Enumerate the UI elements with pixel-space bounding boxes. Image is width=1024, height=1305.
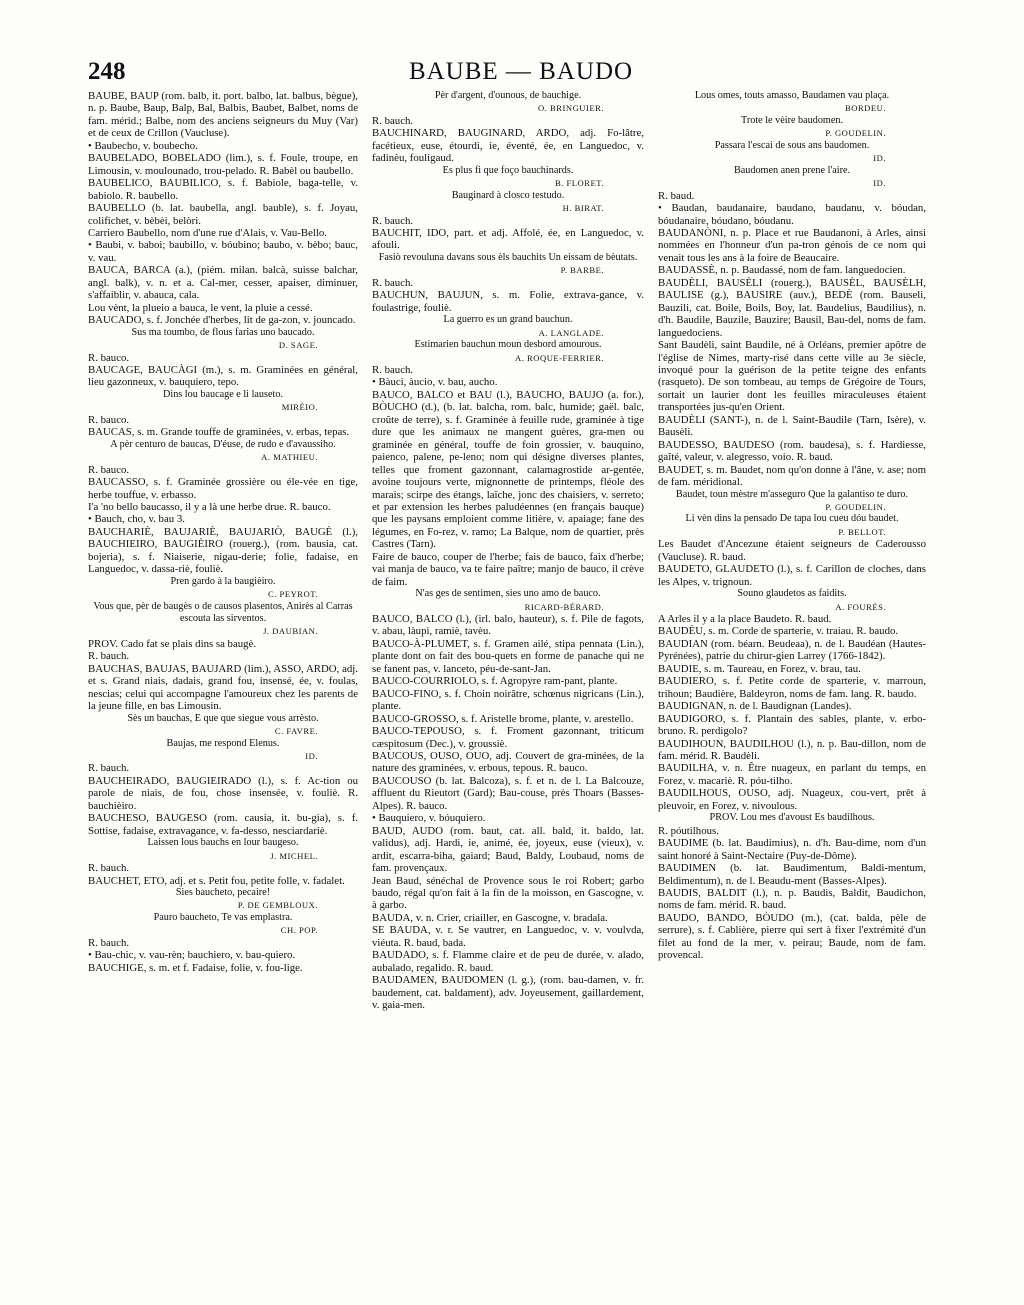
quotation-author: B. FLORET. [554, 178, 604, 189]
quotation-author: ID. [873, 178, 886, 189]
dictionary-entry: BAUCHINARD, BAUGINARD, ARDO, adj. Fo-lâtre, facétieux, euse, étourdi, ie, éventé, ée, en Languedoc, v. fadinèu, fouligaud. [372, 127, 644, 165]
dictionary-entry: BAUDIME (b. lat. Baudimius), n. d'h. Bau-dime, nom d'un saint honoré à Saint-Nectaire (Puy-de-Dôme). [658, 837, 926, 862]
quotation-author: CH. POP. [280, 925, 318, 936]
dictionary-entry: BAUCOUS, OUSO, OUO, adj. Couvert de gra-minées, de la nature des graminées, v. erbous, tepous. R. bauco. [372, 750, 644, 775]
dictionary-entry: BAUDET, s. m. Baudet, nom qu'on donne à l'âne, v. ase; nom de fam. méridional. [658, 463, 926, 489]
dictionary-entry: Carriero Baubello, nom d'une rue d'Alais, v. Vau-Bello. [88, 226, 327, 239]
dictionary-entry: I'a 'no bello baucasso, il y a là une herbe drue. R. bauco. [88, 500, 331, 513]
page-number: 248 [88, 58, 126, 85]
dictionary-entry: • Bauch, cho, v. bau 3. [88, 513, 185, 526]
dictionary-entry: BAUCA, BARCA (a.), (piém. milan. balcà, suisse balchar, angl. balk), v. n. et a. Cal-mer, cesser, apaiser, diminuer, s'affaiblir, v. abauca, cala. [88, 264, 358, 302]
dictionary-entry: BAUDILHOUS, OUSO, adj. Nuageux, cou-vert, prêt à pleuvoir, en Forez, v. nivoulous. [658, 787, 926, 812]
quotation-author: J. DAUBIAN. [263, 626, 318, 637]
etymology-ref: R. bauch. [88, 650, 130, 663]
quotation-author: BORDEU. [845, 103, 886, 114]
quotation-author: A. MATHIEU. [261, 452, 318, 463]
quotation-line: Sès un bauchas, E que que siegue vous arrèsto. [127, 712, 319, 724]
column-left [88, 90, 358, 1290]
quotation-author: P. BARBE. [560, 265, 604, 276]
quotation-line: Sies baucheto, pecaire! [175, 887, 271, 898]
quotation-line: Pèr d'argent, d'ounous, de bauchige. [434, 90, 582, 101]
dictionary-entry: BAUDANÒNI, n. p. Place et rue Baudanoni, à Arles, ainsi nommées en l'honneur d'un pa-tron génois de ce nom qui venait tous les ans à la foire de Beaucaire. [658, 226, 926, 264]
dictionary-entry: BAUDADO, s. f. Flamme claire et de peu de durée, v. alado, aubalado, regalido. R. baud. [372, 949, 644, 974]
dictionary-entry: BAUCO-COURRIOLO, s. f. Agropyre ram-pant, plante. [372, 675, 618, 688]
quotation-author: C. FAVRE. [274, 726, 318, 737]
quotation-author: ID. [305, 751, 318, 762]
quotation-author: P. GOUDELIN. [825, 501, 886, 512]
dictionary-entry: BAUDIMEN (b. lat. Baudimentum, Baldi-mentum, Beldimentum), n. de l. Beaudu-ment (Basses-Alpes). [658, 862, 926, 887]
quotation-author: MIRÈIO. [281, 402, 318, 413]
dictionary-entry: BAUDIE, s. m. Taureau, en Forez, v. brau, tau. [658, 662, 861, 675]
dictionary-entry: BAUDA, v. n. Crier, criailler, en Gascogne, v. bradala. [372, 911, 608, 924]
dictionary-entry: BAUDO, BANDO, BÒUDO (m.), (cat. balda, pèle de serrure), s. f. Cablière, pierre qui sert à fixer l'extrémité d'un filet au fond de la mer, v. peirau; Baude, nom de fam. provencal. [658, 911, 926, 962]
dictionary-entry: BAUCHARIÈ, BAUJARIÈ, BAUJARIÒ, BAUGÈ (l.), BAUCHIEIRO, BAUGIÈIRO (rouerg.), (rom. bausia, cat. bojeria), s. f. Niaiserie, nigau-derie; folie, fadaise, en Languedoc, v. dassa-riè, fouliè. [88, 525, 358, 576]
dictionary-entry: BAUCHEIRADO, BAUGIEIRADO (l.), s. f. Ac-tion ou parole de niais, de fou, chose insensée, v. fouliè. R. bauchièiro. [88, 774, 358, 812]
dictionary-entry: BAUCAGE, BAUCÀGI (m.), s. m. Graminées en général, lieu gazonneux, v. bauquiero, tepo. [88, 363, 358, 389]
dictionary-entry: BAUCHIGE, s. m. et f. Fadaise, folie, v. fou-lige. [88, 961, 303, 974]
etymology-ref: R. bauch. [88, 762, 130, 775]
dictionary-entry: A Arles il y a la place Baudeto. R. baud. [658, 613, 832, 626]
dictionary-entry: BAUDASSÈ, n. p. Baudassé, nom de fam. languedocien. [658, 264, 906, 277]
quotation-line: Sus ma toumbo, de flous farias uno baucado. [131, 326, 315, 338]
dictionary-entry: BAUDÈLI, BAUSÈLI (rouerg.), BAUSÈL, BAUSÈLH, BAULISE (g.), BAUSIRE (auv.), BEDÈ (rom. Bauseli, Bauzili, cat. Boile, Boils, Boy, lat. Baudelius, Baudilius), n. d'h. Baudile, Bauzile, Bauzire; Bausil, Bau-del, noms de fam. languedociens. [658, 276, 926, 339]
quotation-line: Baudomen anen prene l'aire. [733, 164, 851, 176]
quotation-author: D. SAGE. [278, 340, 318, 351]
dictionary-entry: BAUD, AUDO (rom. baut, cat. all. bald, it. baldo, lat. validus), adj. Hardi, ie, animé, ée, joyeux, euse (vieux), v. ardit, escarra-biha, gaiard; Baud, Baldy, Loubaud, noms de fam. provençaux. [372, 824, 644, 875]
dictionary-entry: BAUDIS, BALDIT (l.), n. p. Baudis, Baldit, Baudichon, noms de fam. mérid. R. baud. [658, 887, 926, 912]
quotation-author: H. BIRAT. [562, 203, 604, 214]
column-right [658, 90, 926, 1290]
etymology-ref: R. baud. [658, 189, 695, 202]
quotation-author: A. ROQUE-FERRIER. [515, 352, 604, 363]
quotation-line: Pren gardo à la baugièiro. [170, 575, 276, 587]
quotation-author: J. MICHEL. [270, 850, 318, 861]
dictionary-entry: BAUDIGORO, s. f. Plantain des sables, plante, v. erbo-bruno. R. perdigolo? [658, 712, 926, 738]
dictionary-entry: BAUCHUN, BAUJUN, s. m. Folie, extrava-gance, v. foulastrige, fouliè. [372, 289, 644, 314]
dictionary-entry: BAUBELADO, BOBELADO (lim.), s. f. Foule, troupe, en Limousin, v. moulounado, trou-pelado. R. Babèl ou baubello. [88, 152, 358, 177]
etymology-ref: R. bauco. [88, 463, 130, 476]
quotation-line: PROV. Lou mes d'avoust Es baudilhous. [709, 812, 875, 824]
etymology-ref: R. bauch. [372, 114, 414, 127]
dictionary-entry: BAUCAS, s. m. Grande touffe de graminées, v. erbas, tepas. [88, 426, 350, 439]
quotation-author: ID. [873, 153, 886, 164]
quotation-line: Vous que, pèr de baugès o de causos plasentos, Anirès al Carras escouta las sirventos. [93, 600, 353, 625]
dictionary-entry: • Baubi, v. baboi; baubillo, v. bóubino; baubo, v. bèbo; bauc, v. vau. [88, 239, 358, 264]
quotation-line: Bauginard à closco testudo. [451, 189, 565, 201]
dictionary-entry: BAUCOUSO (b. lat. Balcoza), s. f. et n. de l. La Balcouze, affluent du Rieutort (Gard); Bau-couse, près Thoars (Basses-Alpes). R. bauco. [372, 774, 644, 812]
quotation-line: Baudet, toun mèstre m'asseguro Que la galantiso te duro. [675, 488, 909, 500]
dictionary-entry: • Bau-chic, v. vau-rèn; bauchiero, v. bau-quiero. [88, 949, 296, 962]
dictionary-entry: BAUCO-FINO, s. f. Choin noirâtre, schœnus nigricans (Lin.), plante. [372, 687, 644, 713]
etymology-ref: R. bauch. [372, 276, 414, 289]
quotation-line: Laissen lous bauchs en lour baugeso. [147, 837, 299, 849]
quotation-author: C. PEYROT. [268, 589, 318, 600]
dictionary-entry: • Baudan, baudanaire, baudano, baudanu, v. bóudan, bóudanaire, bóudano, bóudanu. [658, 202, 926, 227]
dictionary-entry: BAUDILHA, v. n. Être nuageux, en parlant du temps, en Forez, v. macariè. R. póu-tilho. [658, 762, 926, 787]
dictionary-entry: BAUCADO, s. f. Jonchée d'herbes, lit de ga-zon, v. jouncado. [88, 314, 356, 327]
quotation-line: Dins lou baucage e li lauseto. [163, 388, 283, 400]
etymology-ref: R. bauch. [372, 214, 414, 227]
quotation-author: P. BELLOT. [838, 526, 886, 537]
dictionary-entry: BAUCO-GROSSO, s. f. Aristelle brome, plante, v. arestello. [372, 712, 634, 725]
dictionary-entry: BAUDIAN (rom. béarn. Beudeaa), n. de l. Baudéan (Hautes-Pyrénées), patrie du chirur-gien Larrey (1766-1842). [658, 637, 926, 663]
running-head: BAUBE — BAUDO [408, 58, 634, 85]
etymology-ref: R. bauco. [88, 413, 130, 426]
quotation-line: N'as ges de sentimen, sies uno amo de bauco. [415, 588, 601, 600]
quotation-author: A. LANGLADE. [538, 327, 604, 338]
quotation-line: Passara l'escai de sous ans baudomen. [714, 139, 870, 151]
dictionary-entry: PROV. Cado fat se plais dins sa baugè. [88, 637, 257, 650]
quotation-author: A. FOURÈS. [835, 601, 886, 612]
quotation-author: P. DE GEMBLOUX. [237, 900, 318, 911]
quotation-line: La guerro es un grand bauchun. [443, 314, 573, 326]
etymology-ref: R. póutilhous. [658, 824, 719, 837]
dictionary-entry: BAUDIHOUN, BAUDILHOU (l.), n. p. Bau-dillon, nom de fam. mérid. R. Baudèli. [658, 737, 926, 763]
dictionary-entry: BAUDÈLI (SANT-), n. de l. Saint-Baudile (Tarn, Isère), v. Bausèli. [658, 413, 926, 439]
dictionary-entry: BAUDIGNAN, n. de l. Baudignan (Landes). [658, 700, 852, 713]
etymology-ref: R. bauco. [88, 351, 130, 364]
page-header [88, 58, 954, 86]
etymology-ref: R. bauch. [372, 363, 414, 376]
quotation-line: A pèr centuro de baucas, D'éuse, de rudo e d'avaussiho. [110, 438, 336, 450]
quotation-line: Li vèn dins la pensado De tapa lou cueu dóu baudet. [685, 513, 899, 525]
dictionary-entry: BAUDESSO, BAUDESO (rom. baudesa), s. f. Hardiesse, gaîté, valeur, v. alegresso, voio. R. baud. [658, 438, 926, 464]
dictionary-entry: Les Baudet d'Ancezune étaient seigneurs de Caderousso (Vaucluse). R. baud. [658, 538, 926, 563]
dictionary-entry: BAUCHET, ETO, adj. et s. Petit fou, petite folle, v. fadalet. [88, 874, 345, 887]
dictionary-entry: • Baubecho, v. boubecho. [88, 139, 198, 152]
etymology-ref: R. bauch. [88, 936, 130, 949]
dictionary-entry: BAUCO, BALCO (l.), (irl. balo, hauteur), s. f. Pile de fagots, v. abau, làupi, ramiè, tavèu. [372, 613, 644, 638]
dictionary-entry: BAUCHIT, IDO, part. et adj. Affolé, ée, en Languedoc, v. afouli. [372, 226, 644, 252]
dictionary-entry: SE BAUDA, v. r. Se vautrer, en Languedoc, v. v. voulvda, viéuta. R. baud, bada. [372, 924, 644, 949]
dictionary-entry: BAUCO-À-PLUMET, s. f. Gramen ailé, stipa pennata (Lin.), plante dont on fait des bou-quets en forme de panache qui ne se fanent pas, v. lanceto, péu-de-sant-Jan. [372, 637, 644, 675]
dictionary-entry: • Bàuci, àucio, v. bau, aucho. [372, 376, 498, 389]
dictionary-entry: Lou vènt, la plueio a bauca, le vent, la pluie a cessé. [88, 301, 313, 314]
quotation-line: Es plus fi que foço bauchinards. [442, 164, 574, 176]
quotation-line: Pauro baucheto, Te vas emplastra. [153, 911, 293, 923]
dictionary-entry: BAUBELICO, BAUBILICO, s. f. Babiole, baga-telle, v. babiolo. R. baubello. [88, 177, 358, 202]
dictionary-entry: BAUCHESO, BAUGESO (rom. causia, it. bu-gia), s. f. Sottise, fadaise, extravagance, v. fa-desso, nesciardariè. [88, 812, 358, 837]
dictionary-entry: Faire de bauco, couper de l'herbe; fais de bauco, faix d'herbe; vai manja de bauco, va te faire paître; manjo de bauco, il crève de faim. [372, 550, 644, 588]
dictionary-entry: BAUBELLO (b. lat. baubella, angl. bauble), s. f. Joyau, colifichet, v. bèbèi, belòri. [88, 202, 358, 227]
quotation-author: P. GOUDELIN. [825, 128, 886, 139]
quotation-line: Lous omes, touts amasso, Baudamen vau plaça. [694, 90, 890, 101]
dictionary-entry: BAUCO-TEPOUSO, s. f. Froment gazonnant, triticum cæspitosum (Dec.), v. groussiè. [372, 725, 644, 750]
etymology-ref: R. bauch. [88, 862, 130, 875]
quotation-author: RICARD-BÉRARD. [524, 601, 604, 612]
dictionary-entry: BAUDIERO, s. f. Petite corde de sparterie, v. marroun, trihoun; Baudière, Baldeyron, noms de fam. lang. R. baudo. [658, 675, 926, 700]
dictionary-entry: Jean Baud, sénéchal de Provence sous le roi Robert; garbo baudo, régal qu'on fait à la fin de la moisson, en Gascogne, v. à garbo. [372, 874, 644, 912]
dictionary-entry: BAUDETO, GLAUDETO (l.), s. f. Carillon de cloches, dans les Alpes, v. trignoun. [658, 563, 926, 588]
quotation-line: Trote le vèire baudomen. [740, 114, 844, 126]
quotation-author: O. BRINGUIER. [538, 103, 604, 114]
quotation-line: Fasiò revouluna davans sous èls bauchits Un eissam de bèutats. [378, 251, 638, 263]
dictionary-entry: Sant Baudèli, saint Baudile, né à Orléans, premier apôtre de l'église de Nimes, marty-risé dans cette ville au 3e siècle, invoqué pour la guérison de la petite teigne des enfants (rasqueto). De son tombeau, au temps de Grégoire de Tours, sortait un laurier dont les feuilles miraculeuses étaient transportées jus-qu'en Orient. [658, 339, 926, 414]
dictionary-entry: BAUBE, BAUP (rom. balb, it. port. balbo, lat. balbus, bègue), n. p. Baube, Baup, Balp, Bal, Balbis, Baubet, Balbet, noms de fam. mérid.; Balbe, nom des anciens seigneurs du Muy (Var) et de ceux de Crillon (Vaucluse). [88, 90, 358, 140]
dictionary-entry: BAUDÈU, s. m. Corde de sparterie, v. traiau. R. baudo. [658, 625, 899, 638]
dictionary-entry: BAUDAMEN, BAUDOMEN (l. g.), (rom. bau-damen, v. fr. baudement, cat. baldament), adv. Joyeusement, gaillardement, v. gaia-men. [372, 974, 644, 1012]
dictionary-entry: BAUCHAS, BAUJAS, BAUJARD (lim.), ASSO, ARDO, adj. et s. Grand niais, dadais, grand fou, insensé, ée, v. foulas, nescias; celui qui accompagne l'amoureux chez les parents de la jeune fille, en bas Limousin. [88, 662, 358, 713]
quotation-line: Baujas, me respond Elenus. [166, 737, 280, 749]
quotation-line: Souno glaudetos as faidits. [737, 588, 847, 600]
dictionary-entry: BAUCO, BALCO et BAU (l.), BAUCHO, BAUJO (a. for.), BÒUCHO (d.), (b. lat. balcha, rom. balc, humide; gaël. balc, croûte de terre), s. f. Graminée à feuille rude, graminée à tige dure que les animaux ne mangent guères, gra-men ou graminée en général, touffe de foin grossier, v. bauquino, paienco, palene, pe-leno; nom qui désigne diverses plantes, telles que froment gazonnant, calamagrostide ar-gentée, avoine toujours verte, mignonnette de printemps, fléole des marais; scirpe des étangs, laîche, jonc des chaisiers, v. serreto; et par extension les herbes paludéennes (en français bauque) que les paysans emploient comme litière, v. apaiage; fane des légumes, en Fo-rez, v. ramo; La Balque, nom de quartier, près Castres (Tarn). [372, 388, 644, 551]
dictionary-entry: BAUCASSO, s. f. Graminée grossière ou éle-vée en tige, herbe touffue, v. erbasso. [88, 476, 358, 501]
dictionary-entry: • Bauquiero, v. bóuquiero. [372, 812, 486, 825]
quotation-line: Estimarien bauchun moun desbord amourous. [414, 339, 602, 351]
column-middle [372, 90, 644, 1290]
